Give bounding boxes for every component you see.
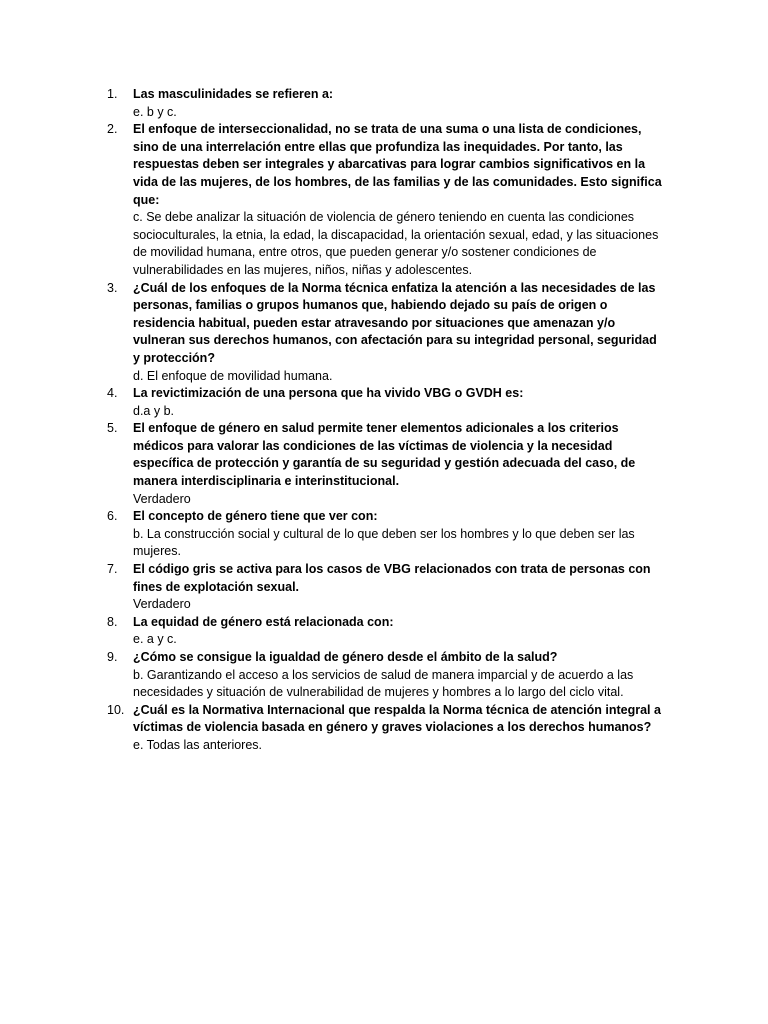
answer-text: d.a y b. xyxy=(133,403,174,418)
question-text: La equidad de género está relacionada con: xyxy=(133,614,394,629)
list-item xyxy=(107,649,663,702)
question-text: El concepto de género tiene que ver con: xyxy=(133,509,378,524)
answer-text: e. a y c. xyxy=(133,632,177,647)
answer-text: Verdadero xyxy=(133,597,191,612)
list-item xyxy=(107,86,663,121)
question-text: Las masculinidades se refieren a: xyxy=(133,87,334,101)
list-item xyxy=(107,420,663,508)
item-number: 5. xyxy=(107,421,118,436)
answer-text: c. Se debe analizar la situación de violencia de género teniendo en cuenta las condiciones socioculturales, la etnia, la edad, la discapacidad, la orientación sexual, edad, y las situaciones de movilidad humana, entre otros, que pueden generar y/o sostener condiciones de vulnerabilidades en las mujeres, niños, niñas y adolescentes. xyxy=(133,210,659,277)
question-text: El enfoque de género en salud permite tener elementos adicionales a los criterios médicos para valorar las condiciones de las víctimas de violencia y la necesidad específica de protección y garantía de su seguridad y gestión adecuada del caso, de manera interdisciplinaria e interinstitucional. xyxy=(133,421,636,489)
question-text: ¿Cuál de los enfoques de la Norma técnica enfatiza la atención a las necesidades de las personas, familias o grupos humanos que, habiendo dejado su país de origen o residencia habitual, pueden estar atravesando por situaciones que amenazan y/o vulneran sus derechos humanos, con afectación para su integridad personal, seguridad y protección? xyxy=(133,280,657,365)
item-number: 8. xyxy=(107,614,118,629)
question-text: El enfoque de interseccionalidad, no se trata de una suma o una lista de condiciones, sino de una interrelación entre ellas que profundiza las inequidades. Por tanto, las respuestas deben ser integrales y abarcativas para lograr cambios significativos en la vida de las mujeres, de los hombres, de las familias y de las comunidades. Esto significa que: xyxy=(133,122,662,207)
answer-text: Verdadero xyxy=(133,491,191,506)
item-number: 1. xyxy=(107,87,118,101)
list-item xyxy=(107,280,663,386)
item-number: 3. xyxy=(107,280,118,295)
item-number: 10. xyxy=(107,702,125,717)
answer-text: e. Todas las anteriores. xyxy=(133,737,263,752)
answer-text: b. La construcción social y cultural de lo que deben ser los hombres y lo que deben ser las mujeres. xyxy=(133,526,635,559)
list-item xyxy=(107,385,663,420)
question-text: ¿Cómo se consigue la igualdad de género desde el ámbito de la salud? xyxy=(133,650,558,664)
answer-text: e. b y c. xyxy=(133,104,177,119)
question-text: ¿Cuál es la Normativa Internacional que respalda la Norma técnica de atención integral a víctimas de violencia basada en género y graves violaciones a los derechos humanos? xyxy=(133,702,661,735)
item-number: 4. xyxy=(107,386,118,401)
item-number: 7. xyxy=(107,562,118,577)
item-number: 6. xyxy=(107,509,118,524)
list-item xyxy=(107,614,663,649)
question-list xyxy=(107,86,663,755)
item-number: 2. xyxy=(107,122,118,137)
question-text: La revictimización de una persona que ha vivido VBG o GVDH es: xyxy=(133,386,524,401)
item-number: 9. xyxy=(107,650,118,664)
list-item xyxy=(107,561,663,614)
list-item xyxy=(107,508,663,561)
list-item xyxy=(107,702,663,755)
question-text: El código gris se activa para los casos de VBG relacionados con trata de personas con fines de explotación sexual. xyxy=(133,562,651,594)
answer-text: b. Garantizando el acceso a los servicios de salud de manera imparcial y de acuerdo a las necesidades y situación de vulnerabilidad de mujeres y hombres a lo largo del ciclo vital. xyxy=(133,667,634,700)
answer-text: d. El enfoque de movilidad humana. xyxy=(133,368,333,383)
list-item xyxy=(107,121,663,279)
